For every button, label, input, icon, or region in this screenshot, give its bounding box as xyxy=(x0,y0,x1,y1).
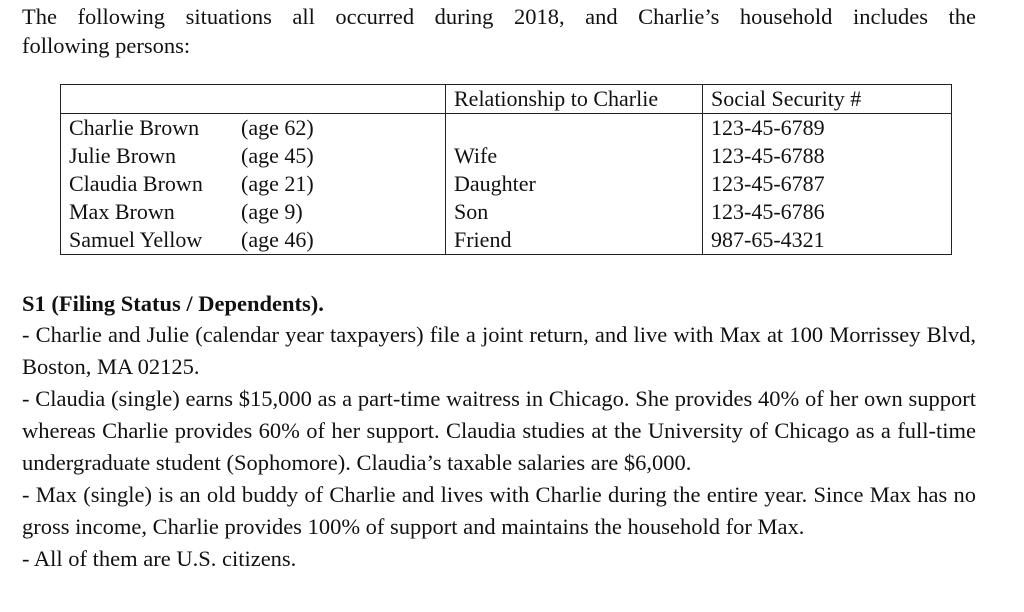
household-table xyxy=(60,84,952,255)
table-row xyxy=(61,198,952,226)
name-cell xyxy=(61,198,446,226)
person-name: Charlie Brown xyxy=(69,115,200,140)
intro-text xyxy=(22,2,976,60)
relationship-cell: Daughter xyxy=(446,170,703,198)
ssn-cell: 987-65-4321 xyxy=(703,226,952,255)
intro-line-2: following persons: xyxy=(22,33,191,58)
relationship-cell xyxy=(446,114,703,143)
name-cell xyxy=(61,226,446,255)
relationship-cell: Son xyxy=(446,198,703,226)
person-age: (age 9) xyxy=(241,199,303,224)
paragraph-citizens: - All of them are U.S. citizens. xyxy=(22,546,297,571)
person-name: Max Brown xyxy=(69,199,175,224)
name-cell xyxy=(61,170,446,198)
person-age: (age 21) xyxy=(241,171,314,196)
relationship-cell: Friend xyxy=(446,226,703,255)
section-s1 xyxy=(22,289,976,575)
person-name: Claudia Brown xyxy=(69,171,203,196)
person-age: (age 46) xyxy=(241,227,314,252)
section-title: S1 (Filing Status / Dependents). xyxy=(22,291,324,316)
paragraph-joint-return: - Charlie and Julie (calendar year taxpayers) file a joint return, and live with Max at 100 Morrissey Blvd, Boston, MA 02125. xyxy=(22,322,976,379)
table-row xyxy=(61,114,952,143)
table-row xyxy=(61,170,952,198)
person-age: (age 62) xyxy=(241,115,314,140)
document-page xyxy=(22,0,976,571)
person-age: (age 45) xyxy=(241,143,314,168)
name-cell xyxy=(61,114,446,143)
relationship-cell: Wife xyxy=(446,142,703,170)
header-name xyxy=(61,85,446,114)
ssn-cell: 123-45-6786 xyxy=(703,198,952,226)
table-row xyxy=(61,226,952,255)
intro-line-1: The following situations all occurred during 2018, and Charlie’s household includes the xyxy=(22,4,976,29)
paragraph-max: - Max (single) is an old buddy of Charlie and lives with Charlie during the entire year. Since Max has no gross income, Charlie provides 100% of support and maintains the household for Max. xyxy=(22,482,976,539)
header-ssn: Social Security # xyxy=(703,85,952,114)
person-name: Samuel Yellow xyxy=(69,227,203,252)
name-cell xyxy=(61,142,446,170)
header-relationship: Relationship to Charlie xyxy=(446,85,703,114)
ssn-cell: 123-45-6787 xyxy=(703,170,952,198)
table-header-row xyxy=(61,85,952,114)
ssn-cell: 123-45-6788 xyxy=(703,142,952,170)
table-row xyxy=(61,142,952,170)
ssn-cell: 123-45-6789 xyxy=(703,114,952,143)
paragraph-claudia: - Claudia (single) earns $15,000 as a part-time waitress in Chicago. She provides 40% of her own support whereas Charlie provides 60% of her support. Claudia studies at the University of Chicago as a full-time undergraduate student (Sophomore). Claudia’s taxable salaries are $6,000. xyxy=(22,386,976,475)
person-name: Julie Brown xyxy=(69,143,176,168)
